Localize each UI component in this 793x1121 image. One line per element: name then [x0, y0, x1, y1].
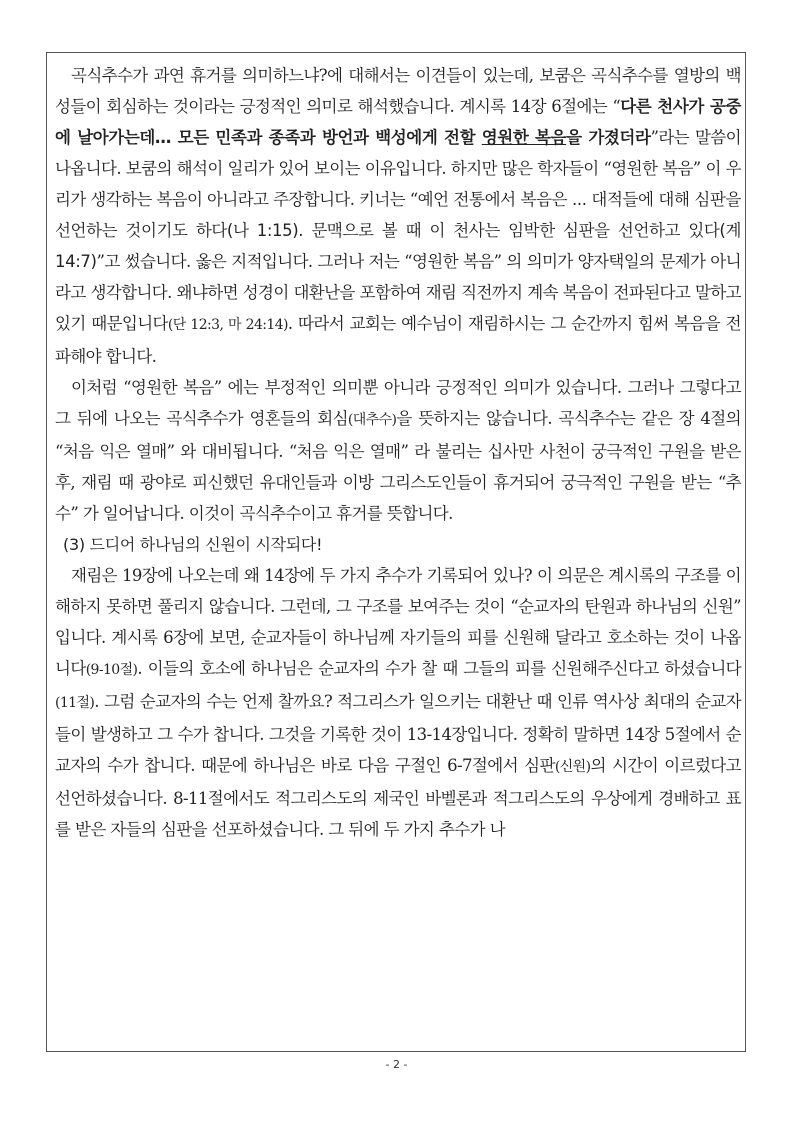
section-heading: (3) 드디어 하나님의 신원이 시작되다!: [63, 535, 323, 554]
text-run: . 이들의 호소에 하나님은 순교자의 수가 찰 때 그들의 피를 신원해주신다고 하셨습니다: [137, 659, 741, 678]
text-run: 곡식추수가 과연 휴거를 의미하느냐?에 대해서는 이견들이 있는데, 보쿰은 곡식추수를 열방의 백성들이 회심하는 것이라는 긍정적인 의미로 해석했습니다. 계시록 14장 6절에는 “: [55, 66, 741, 116]
quote-keener: 예언 전통에서 복음은 ... 대적들에 대해 심판을 선언하는 것이기도 하다(나 1:15). 문맥으로 볼 때 이 천사는 임박한 심판을 선언하고 있다(계 14:7): [55, 190, 741, 271]
paragraph-2: [55, 372, 741, 529]
underlined-text: 영원한 복음: [481, 128, 567, 147]
text-run: 다른 천사가 공중에 날아가는데… 모든 민족과 종족과 방언과 백성에게 전할: [55, 97, 741, 147]
scripture-reference: (9-10절): [85, 662, 138, 678]
text-run: 의 시간이 이르렀다고 선언하셨습니다. 8-11절에서도 적그리스도의 제국인 바벨론과 적그리스도의 우상에게 경배하고 표를 받은 자들의 심판을 선포하셨습니다. 그 뒤에 두 가지 추수가 나: [55, 756, 741, 839]
paragraph-3: [55, 560, 741, 845]
scripture-reference: (11절): [55, 695, 95, 711]
text-run: 을 가졌더라: [566, 128, 651, 147]
text-run: 재림은 19장에 나오는데 왜 14장에 두 가지 추수가 기록되어 있나? 이 의문은 계시록의 구조를 이해하지 못하면 풀리지 않습니다. 그런데, 그 구조를 보여주는 것이 “순교자의 탄원과 하나님의 신원” 입니다. 계시록 6장에 보면, 순교자들이 하나님께 자기들의 피를 신원해 달라고 호소하는 것이 나옵니다: [55, 566, 741, 678]
text-run: . 따라서 교회는 예수님이 재림하시는 그 순간까지 힘써 복음을 전파해야 합니다.: [55, 314, 741, 366]
text-run: 을 뜻하지는 않습니다. 곡식추수는 같은 장 4절의 “처음 익은 열매” 와 대비됩니다. “처음 익은 열매” 라 불리는 십사만 사천이 궁극적인 구원을 받은 후, 재림 때 광야로 피신했던 유대인들과 이방 그리스도인들이 휴거되어 궁극적인 구원을 받는 “추수” 가 일어납니다. 이것이 곡식추수이고 휴거를 뜻합니다.: [55, 409, 741, 523]
text-run: ”라는 말씀이 나옵니다. 보쿰의 해석이 일리가 있어 보이는 이유입니다. 하지만 많은 학자들이 “영원한 복음” 이 우리가 생각하는 복음이 아니라고 주장합니다. 키너는 “: [55, 128, 741, 209]
document-body: [55, 60, 741, 845]
text-run: ”고 썼습니다. 옳은 지적입니다. 그러나 저는 “영원한 복음” 의 의미가 양자택일의 문제가 아니라고 생각합니다. 왜냐하면 성경이 대환난을 포함하여 재림 직전까지 계속 복음이 전파된다고 말하고 있기 때문입니다: [55, 252, 741, 333]
text-run: . 그럼 순교자의 수는 언제 찰까요? 적그리스가 일으키는 대환난 때 인류 역사상 최대의 순교자들이 발생하고 그 수가 찹니다. 그것을 기록한 것이 13-14장입니다. 정확히 말하면 14장 5절에서 순교자의 수가 찹니다. 때문에 하나님은 바로 다음 구절인 6-7절에서 심판: [55, 692, 741, 775]
parenthetical-note: (신원): [554, 759, 591, 775]
paragraph-1: [55, 60, 741, 372]
text-run: 이처럼 “영원한 복음” 에는 부정적인 의미뿐 아니라 긍정적인 의미가 있습니다. 그러나 그렇다고 그 뒤에 나오는 곡식추수가 영혼들의 회심: [55, 378, 741, 428]
page-number: - 2 -: [385, 1058, 408, 1071]
parenthetical-note: (대추수): [347, 412, 397, 428]
scripture-reference: (단 12:3, 마 24:14): [167, 317, 288, 333]
